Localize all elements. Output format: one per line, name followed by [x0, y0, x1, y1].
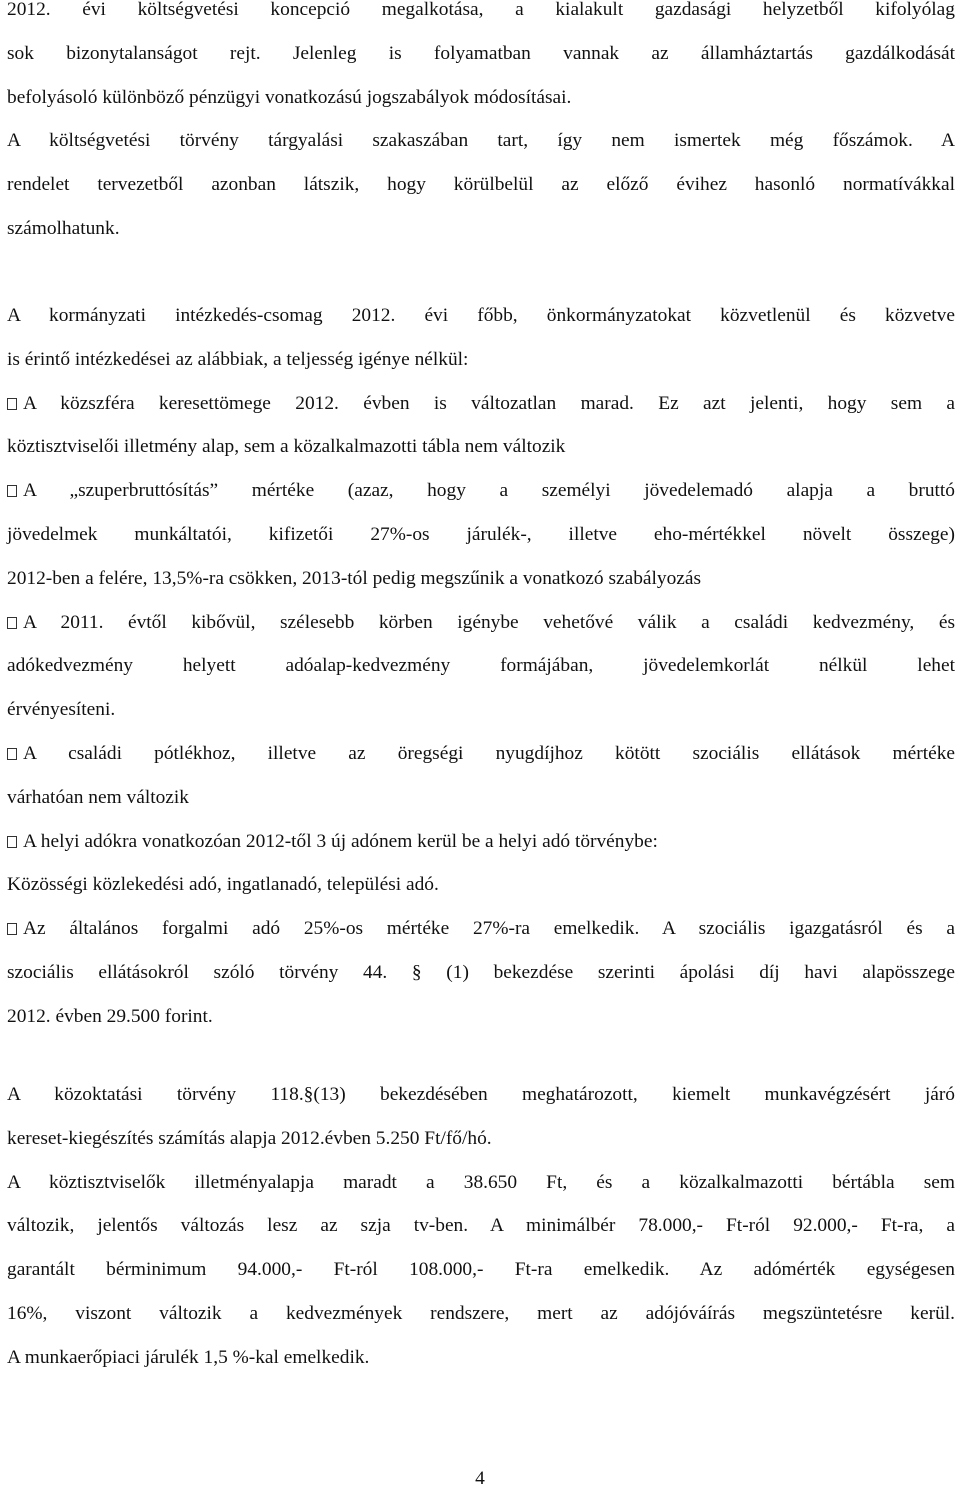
- text-line: szociális ellátásokról szóló törvény 44. § (1) bekezdése szerinti ápolási díj havi alapösszege: [7, 961, 955, 983]
- text-line: 2012. évi költségvetési koncepció megalkotása, a kialakult gazdasági helyzetből kifolyólag: [7, 0, 955, 20]
- bullet-box-icon: [7, 617, 17, 629]
- text-line: Az általános forgalmi adó 25%-os mértéke 27%-ra emelkedik. A szociális igazgatásról és a: [23, 918, 955, 940]
- paragraph-budget-concept: [7, 0, 955, 251]
- bullet-item: [7, 907, 955, 951]
- bullet-box-icon: [7, 485, 17, 497]
- text-line: A közoktatási törvény 118.§(13) bekezdésében meghatározott, kiemelt munkavégzésért járó: [7, 1084, 955, 1105]
- text-line: köztisztviselői illetmény alap, sem a közalkalmazotti tábla nem változik: [7, 436, 566, 458]
- text-line: is érintő intézkedései az alábbiak, a teljesség igénye nélkül:: [7, 348, 469, 370]
- text-line: 2012. évben 29.500 forint.: [7, 1005, 213, 1027]
- bullet-box-icon: [7, 836, 17, 848]
- text-line: A közszféra keresettömege 2012. évben is változatlan marad. Ez azt jelenti, hogy sem a: [23, 392, 955, 414]
- text-line: érvényesíteni.: [7, 699, 116, 721]
- text-line: jövedelmek munkáltatói, kifizetői 27%-os járulék-, illetve eho-mértékkel növelt összege): [7, 523, 955, 545]
- text-line: A költségvetési törvény tárgyalási szakaszában tart, így nem ismertek még főszámok. A: [7, 130, 955, 152]
- text-line: változik, jelentős változás lesz az szja tv-ben. A minimálbér 78.000,- Ft-ról 92.000,- Ft-ra, a: [7, 1215, 955, 1237]
- text-line: adókedvezmény helyett adóalap-kedvezmény formájában, jövedelemkorlát nélkül lehet: [7, 655, 955, 677]
- bullet-item: [7, 382, 955, 426]
- text-line: rendelet tervezetből azonban látszik, hogy körülbelül az előző évihez hasonló normatívákkal: [7, 174, 955, 196]
- text-line: A 2011. évtől kibővül, szélesebb körben igénybe vehetővé válik a családi kedvezmény, és: [23, 611, 955, 633]
- page-number: 4: [475, 1468, 485, 1489]
- bullet-item: [7, 820, 955, 864]
- text-line: várhatóan nem változik: [7, 786, 189, 808]
- paragraph-government-measures: [7, 294, 955, 1039]
- text-line: kereset-kiegészítés számítás alapja 2012.évben 5.250 Ft/fő/hó.: [7, 1127, 492, 1149]
- text-line: A helyi adókra vonatkozóan 2012-től 3 új adónem kerül be a helyi adó törvénybe:: [23, 830, 658, 852]
- text-line: A köztisztviselők illetményalapja maradt a 38.650 Ft, és a közalkalmazotti bértábla sem: [7, 1171, 955, 1193]
- text-line: A „szuperbruttósítás” mértéke (azaz, hogy a személyi jövedelemadó alapja a bruttó: [23, 480, 955, 502]
- bullet-item: [7, 601, 955, 645]
- text-line: 16%, viszont változik a kedvezmények rendszere, mert az adójóváírás megszüntetésre kerül.: [7, 1302, 955, 1324]
- bullet-item: [7, 732, 955, 776]
- bullet-box-icon: [7, 923, 17, 935]
- bullet-item: [7, 469, 955, 513]
- text-line: Közösségi közlekedési adó, ingatlanadó, települési adó.: [7, 874, 439, 896]
- text-line: A családi pótlékhoz, illetve az öregségi nyugdíjhoz kötött szociális ellátások mértéke: [23, 742, 955, 764]
- bullet-box-icon: [7, 398, 17, 410]
- bullet-box-icon: [7, 748, 17, 760]
- text-line: befolyásoló különböző pénzügyi vonatkozású jogszabályok módosításai.: [7, 86, 572, 108]
- text-line: A munkaerőpiaci járulék 1,5 %-kal emelkedik.: [7, 1346, 370, 1368]
- text-line: garantált bérminimum 94.000,- Ft-ról 108.000,- Ft-ra emelkedik. Az adómérték egységesen: [7, 1259, 955, 1281]
- text-line: 2012-ben a felére, 13,5%-ra csökken, 2013-tól pedig megszűnik a vonatkozó szabályozás: [7, 567, 702, 589]
- paragraph-education-and-tax: [7, 1073, 955, 1380]
- text-line: A kormányzati intézkedés-csomag 2012. évi főbb, önkormányzatokat közvetlenül és közvetve: [7, 305, 955, 326]
- text-line: számolhatunk.: [7, 217, 120, 239]
- text-line: sok bizonytalanságot rejt. Jelenleg is folyamatban vannak az államháztartás gazdálkodását: [7, 42, 955, 64]
